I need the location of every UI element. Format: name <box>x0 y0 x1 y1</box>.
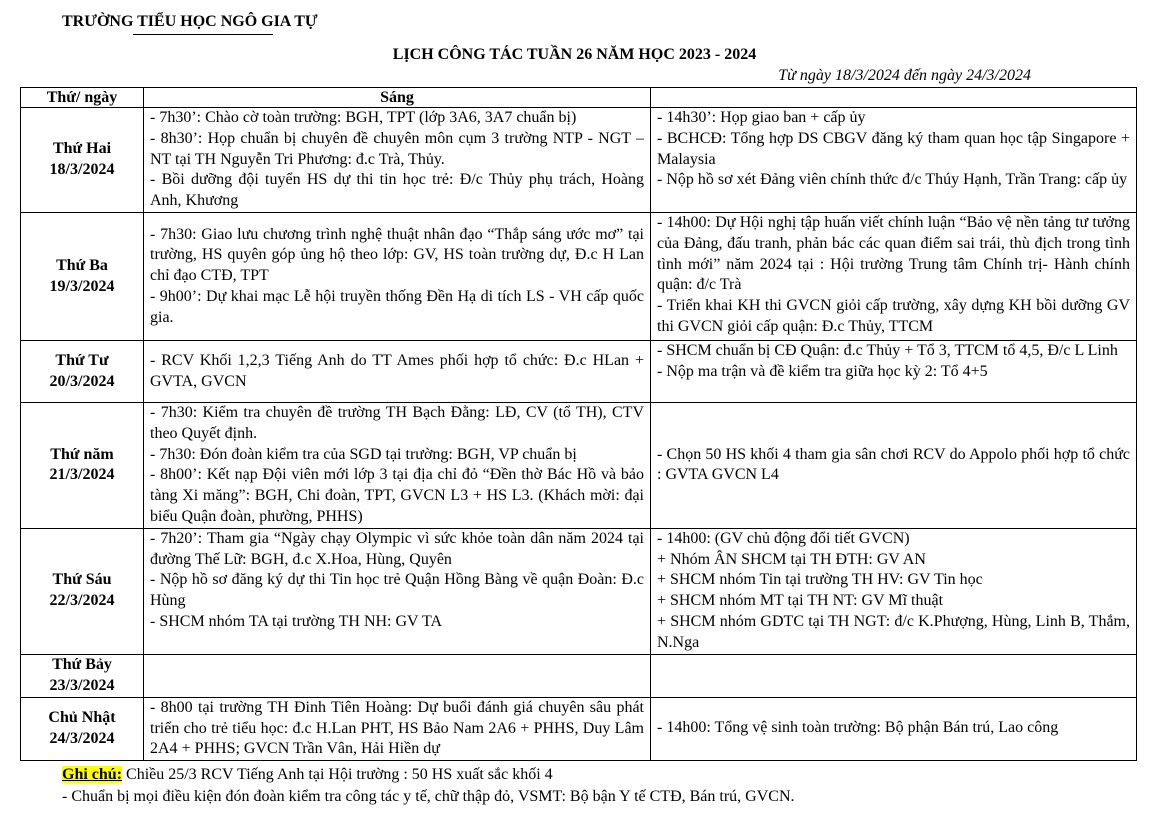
afternoon-item: - 14h00: Dự Hội nghị tập huấn viết chính luận “Bảo vệ nền tảng tư tưởng của Đảng, đấu tranh, phản bác các quan điểm sai trái, thù địch trong tình tình mới” năm 2024 tại : Hội trường Trung tâm Chính trị- Hành chính quận: đ/c Trà <box>657 214 1130 294</box>
afternoon-cell <box>651 654 1137 697</box>
morning-item: - 7h30: Kiểm tra chuyên đề trường TH Bạch Đằng: LĐ, CV (tổ TH), CTV theo Quyết định. <box>150 404 644 442</box>
morning-cell <box>144 341 651 403</box>
morning-item: - 7h30: Giao lưu chương trình nghệ thuật nhân đạo “Thắp sáng ước mơ” tại trường, HS quyên góp ủng hộ theo lớp: GV, HS toàn trường dự, Đ.c H Lan chỉ đạo CTĐ, TPT <box>150 225 644 285</box>
morning-cell <box>144 654 651 697</box>
afternoon-item: - Nộp ma trận và đề kiểm tra giữa học kỳ 2: Tổ 4+5 <box>657 362 988 380</box>
morning-clip <box>150 698 644 760</box>
day-name: Chủ Nhật <box>48 708 116 726</box>
afternoon-item: - 14h00: (GV chủ động đổi tiết GVCN) <box>657 529 910 547</box>
note-line-1 <box>62 764 553 785</box>
afternoon-item: - 14h30’: Họp giao ban + cấp ủy <box>657 109 866 126</box>
afternoon-item: - Triển khai KH thi GVCN giỏi cấp trường, xây dựng KH bồi dưỡng GV thi GVCN giỏi cấp quận: Đ.c Thủy, TTCM <box>657 297 1130 335</box>
morning-item: - Bồi dưỡng đội tuyển HS dự thi tin học trẻ: Đ/c Thủy phụ trách, Hoàng Anh, Khương <box>150 171 644 210</box>
afternoon-cell <box>651 108 1137 213</box>
morning-item: - 8h00 tại trường TH Đinh Tiên Hoàng: Dự buổi đánh giá chuyên sâu phát triển cho trẻ tiểu học: đ.c H.Lan PHT, HS Bảo Nam 2A6 + PHHS, Duy Lâm 2A4 + PHHS; GVCN Trần Vân, Hải Hiền dự <box>150 698 644 758</box>
day-cell <box>21 654 144 697</box>
afternoon-item: + SHCM nhóm Tin tại trường TH HV: GV Tin học <box>657 571 983 589</box>
afternoon-item: - 14h00: Tổng vệ sinh toàn trường: Bộ phận Bán trú, Lao công <box>657 719 1059 737</box>
schedule-table <box>20 87 1137 761</box>
morning-item: - 7h20’: Tham gia “Ngày chạy Olympic vì sức khỏe toàn dân năm 2024 tại đường Thế Lữ: BGH, đ.c X.Hoa, Hùng, Quyên <box>150 529 644 568</box>
day-cell <box>21 697 144 760</box>
afternoon-item: - BCHCĐ: Tổng hợp DS CBGV đăng ký tham quan học tập Singapore + Malaysia <box>657 129 1130 168</box>
day-date: 23/3/2024 <box>49 676 115 694</box>
table-row <box>21 403 1137 529</box>
morning-cell <box>144 697 651 760</box>
morning-item: - 7h30: Đón đoàn kiểm tra của SGD tại trường: BGH, VP chuẩn bị <box>150 445 577 463</box>
day-name: Thứ Bảy <box>52 655 112 673</box>
table-row <box>21 654 1137 697</box>
note-line-2: - Chuẩn bị mọi điều kiện đón đoàn kiểm tra công tác y tế, chữ thập đỏ, VSMT: Bộ bận Y tế CTĐ, Bán trú, GVCN. <box>62 788 795 805</box>
day-name: Thứ năm <box>50 445 114 463</box>
afternoon-cell <box>651 697 1137 760</box>
morning-item: - Nộp hồ sơ đăng ký dự thi Tin học trẻ Quận Hồng Bàng về quận Đoàn: Đ.c Hùng <box>150 571 644 610</box>
afternoon-cell <box>651 341 1137 403</box>
morning-cell <box>144 108 651 213</box>
table-row <box>21 697 1137 760</box>
day-name: Thứ Tư <box>55 351 109 369</box>
table-row <box>21 528 1137 654</box>
afternoon-item: - Chọn 50 HS khối 4 tham gia sân chơi RCV do Appolo phối hợp tổ chức : GVTA GVCN L4 <box>657 445 1130 484</box>
header-row <box>21 88 1137 108</box>
day-date: 21/3/2024 <box>49 466 115 484</box>
afternoon-cell <box>651 403 1137 529</box>
morning-item: - 8h30’: Họp chuẩn bị chuyên đề chuyên môn cụm 3 trường NTP - NGT – NT tại TH Nguyễn Tri Phương: đ.c Trà, Thủy. <box>150 129 644 168</box>
morning-item: - RCV Khối 1,2,3 Tiếng Anh do TT Ames phối hợp tổ chức: Đ.c HLan + GVTA, GVCN <box>150 351 644 390</box>
day-name: Thứ Sáu <box>52 571 112 589</box>
day-date: 18/3/2024 <box>49 161 115 178</box>
table-row <box>21 213 1137 341</box>
afternoon-item: + Nhóm ÂN SHCM tại TH ĐTH: GV AN <box>657 550 926 568</box>
col-afternoon-header <box>651 88 1137 108</box>
day-date: 22/3/2024 <box>49 592 115 610</box>
day-name: Thứ Hai <box>52 140 112 158</box>
morning-cell <box>144 213 651 341</box>
day-cell <box>21 213 144 341</box>
col-day-header: Thứ/ ngày <box>21 88 144 108</box>
date-range: Từ ngày 18/3/2024 đến ngày 24/3/2024 <box>778 67 1031 84</box>
morning-cell <box>144 528 651 654</box>
morning-item: - SHCM nhóm TA tại trường TH NH: GV TA <box>150 612 443 630</box>
day-cell <box>21 403 144 529</box>
table-row <box>21 108 1137 213</box>
table-row <box>21 341 1137 403</box>
day-cell <box>21 108 144 213</box>
col-morning-header: Sáng <box>144 88 651 108</box>
afternoon-item: - SHCM chuẩn bị CĐ Quận: đ.c Thủy + Tổ 3, TTCM tổ 4,5, Đ/c L Linh <box>657 342 1118 359</box>
day-date: 20/3/2024 <box>49 372 115 390</box>
morning-item: - 9h00’: Dự khai mạc Lễ hội truyền thống Đền Hạ di tích LS - VH cấp quốc gia. <box>150 287 644 326</box>
day-date: 19/3/2024 <box>49 277 115 295</box>
school-underline <box>133 34 273 35</box>
afternoon-cell <box>651 213 1137 341</box>
afternoon-item: + SHCM nhóm GDTC tại TH NGT: đ/c K.Phượng, Hùng, Linh B, Thắm, N.Nga <box>657 612 1130 651</box>
morning-item: - 7h30’: Chào cờ toàn trường: BGH, TPT (lớp 3A6, 3A7 chuẩn bị) <box>150 109 577 126</box>
morning-item: - 8h00’: Kết nạp Đội viên mới lớp 3 tại địa chỉ đỏ “Đền thờ Bác Hồ và bảo tàng Xi măng”: BGH, Chi đoàn, TPT, GVCN L3 + HS L3. (Khách mời: đại biểu Quận đoàn, phường, PHHS) <box>150 466 644 525</box>
afternoon-item: - Nộp hồ sơ xét Đảng viên chính thức đ/c Thúy Hạnh, Trần Trang: cấp ủy <box>657 171 1128 189</box>
note-text-1: Chiều 25/3 RCV Tiếng Anh tại Hội trường : 50 HS xuất sắc khối 4 <box>122 766 553 783</box>
day-name: Thứ Ba <box>56 256 108 274</box>
school-name: TRƯỜNG TIỂU HỌC NGÔ GIA TỰ <box>62 13 318 30</box>
day-cell <box>21 528 144 654</box>
day-date: 24/3/2024 <box>49 729 115 747</box>
afternoon-item: + SHCM nhóm MT tại TH NT: GV Mĩ thuật <box>657 592 944 610</box>
note-label: Ghi chú: <box>62 766 123 783</box>
afternoon-cell <box>651 528 1137 654</box>
morning-cell <box>144 403 651 529</box>
page-title: LỊCH CÔNG TÁC TUẦN 26 NĂM HỌC 2023 - 2024 <box>392 46 757 63</box>
day-cell <box>21 341 144 403</box>
